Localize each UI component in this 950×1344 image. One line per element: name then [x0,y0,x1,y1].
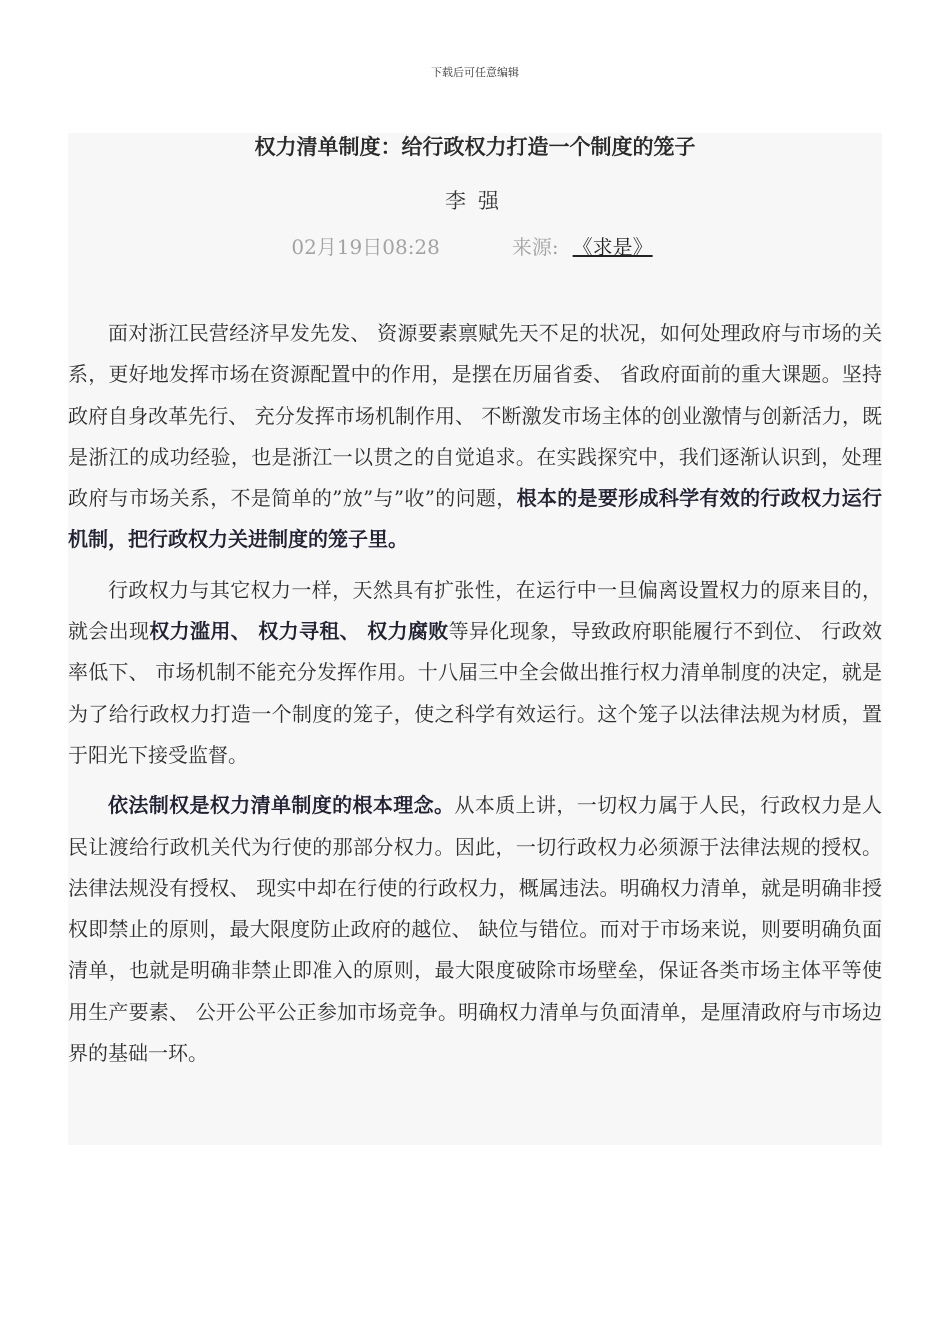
paragraph-2 [68,570,882,776]
paragraph-1-emphasis: 根本的是要形成科学有效的行政权力运行机制，把行政权力关进制度的笼子里。 [68,486,882,552]
paragraph-2-emphasis: 权力滥用、 权力寻租、 权力腐败 [149,619,449,644]
paragraph-1-text: 面对浙江民营经济早发先发、 资源要素禀赋先天不足的状况，如何处理政府与市场的关系，更好地发挥市场在资源配置中的作用，是摆在历届省委、 省政府面前的重大课题。坚持政府自身改革先行、 充分发挥市场机制作用、 不断激发市场主体的创业激情与创新活力，既是浙江的成功经验，也是浙江一以贯之的自觉追求。在实践探究中，我们逐渐认识到，处理政府与市场关系，不是简单的”放”与”收”的问题， [68,321,882,511]
page-header-note: 下载后可任意编辑 [431,66,519,79]
article-body [68,313,882,1074]
source-link[interactable]: 《求是》 [572,235,653,259]
article [68,133,882,1145]
article-meta [68,233,882,261]
paragraph-3 [68,785,882,1074]
paragraph-1 [68,313,882,561]
source-label: 来源: [511,235,559,259]
paragraph-3-text: 从本质上讲，一切权力属于人民，行政权力是人民让渡给行政机关代为行使的那部分权力。因此，一切行政权力必须源于法律法规的授权。法律法规没有授权、 现实中却在行使的行政权力，概属违法。明确权力清单，就是明确非授权即禁止的原则，最大限度防止政府的越位、 缺位与错位。而对于市场来说，则要明确负面清单，也就是明确非禁止即准入的原则，最大限度破除市场壁垒，保证各类市场主体平等使用生产要素、 公开公平公正参加市场竞争。明确权力清单与负面清单，是厘清政府与市场边界的基础一环。 [68,793,883,1066]
paragraph-2-text-start: 行政权力与其它权力一样，天然具有扩张性，在运行中一旦偏离设置权力的原来目的，就会出现 [68,577,882,644]
article-date: 02月19日08:28 [291,235,440,259]
paragraph-3-emphasis: 依法制权是权力清单制度的根本理念。 [108,793,455,818]
paragraph-2-text-end: 等异化现象，导致政府职能履行不到位、 行政效率低下、 市场机制不能充分发挥作用。十八届三中全会做出推行权力清单制度的决定，就是为了给行政权力打造一个制度的笼子，使之科学有效运行。这个笼子以法律法规为材质，置于阳光下接受监督。 [68,619,883,767]
article-title: 权力清单制度：给行政权力打造一个制度的笼子 [254,134,696,159]
article-author: 李强 [445,189,511,213]
